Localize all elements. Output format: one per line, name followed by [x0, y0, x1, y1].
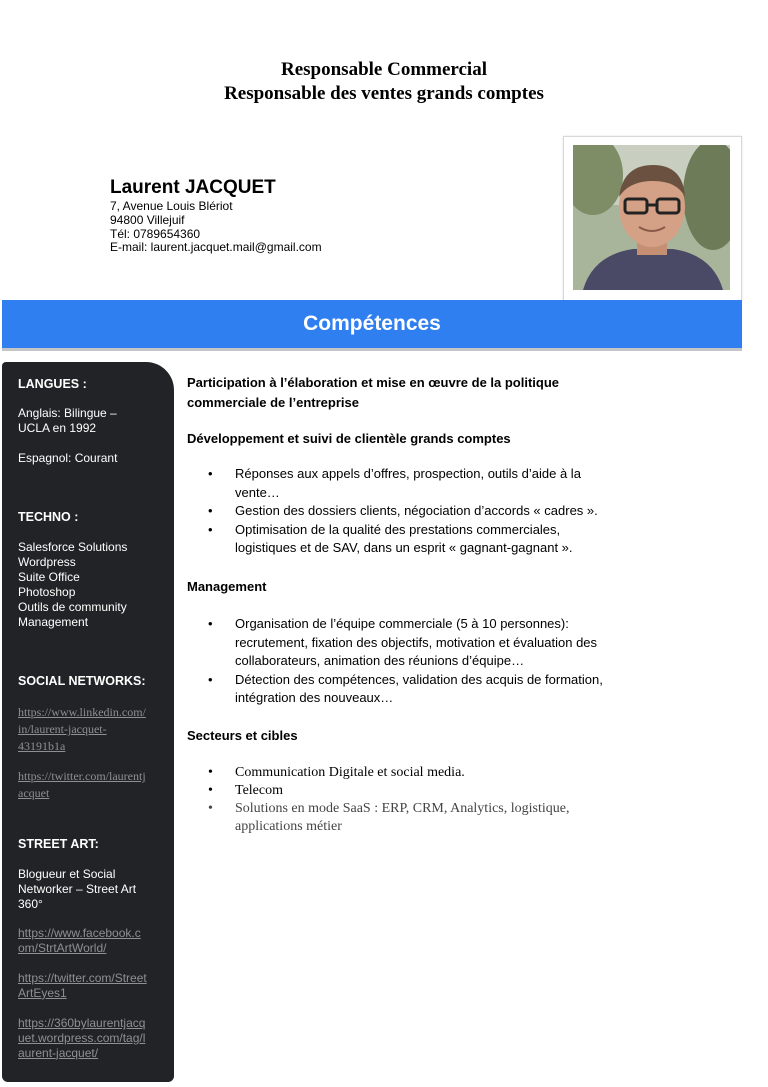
bullet-text: Telecom	[235, 783, 283, 798]
profile-photo-frame	[563, 136, 742, 302]
banner-title: Compétences	[303, 312, 441, 335]
list-item	[207, 671, 647, 708]
techno-item: Wordpress	[18, 555, 76, 569]
link-text: https://360bylaurentjacq	[18, 1016, 146, 1030]
bullet-text: collaborateurs, animation des réunions d’équipe…	[235, 653, 525, 668]
link-text: in/laurent-jacquet-	[18, 722, 107, 736]
bullet-icon: •	[208, 783, 213, 798]
heading-management: Management	[187, 579, 267, 594]
bullet-icon: •	[208, 466, 213, 481]
bullet-text: Solutions en mode SaaS : ERP, CRM, Analytics, logistique,	[235, 801, 570, 816]
bullet-icon: •	[208, 521, 213, 537]
street-art-desc: Blogueur et Social	[18, 867, 116, 881]
techno-heading: TECHNO :	[18, 510, 79, 524]
bullet-text: Détection des compétences, validation des acquis de formation,	[235, 671, 603, 687]
social-heading: SOCIAL NETWORKS:	[18, 674, 146, 688]
phone-line: Tél: 0789654360	[110, 226, 201, 241]
profile-photo	[573, 145, 730, 290]
list-item	[207, 800, 647, 836]
street-art-heading: STREET ART:	[18, 837, 99, 851]
link-text: 43191b1a	[18, 739, 66, 753]
bullet-text: Communication Digitale et social media.	[235, 765, 465, 780]
portrait-illustration	[573, 145, 730, 290]
facebook-link[interactable]	[18, 926, 168, 956]
list-item	[207, 764, 647, 782]
techno-item: Salesforce Solutions	[18, 540, 128, 554]
paragraph-politique-line2: commerciale de l’entreprise	[187, 395, 359, 410]
secteurs-bullet-list	[207, 764, 647, 836]
dev-bullet-list	[207, 465, 647, 558]
linkedin-link[interactable]	[18, 704, 168, 755]
techno-item: Suite Office	[18, 570, 80, 584]
email-line: E-mail: laurent.jacquet.mail@gmail.com	[110, 240, 322, 255]
bullet-icon: •	[208, 765, 213, 780]
contact-block	[110, 177, 322, 255]
sidebar	[2, 362, 174, 1082]
street-art-desc: 360°	[18, 897, 43, 911]
langues-heading: LANGUES :	[18, 377, 87, 391]
heading-secteurs: Secteurs et cibles	[187, 728, 298, 743]
bullet-icon: •	[208, 671, 213, 687]
techno-item: Outils de community	[18, 600, 127, 614]
link-text: uet.wordpress.com/tag/l	[18, 1030, 146, 1045]
link-text: https://www.linkedin.com/	[18, 705, 146, 719]
bullet-text: Gestion des dossiers clients, négociation d’accords « cadres ».	[235, 503, 598, 518]
address-line: 7, Avenue Louis Blériot	[110, 199, 233, 213]
twitter-streetart-link[interactable]	[18, 971, 168, 1001]
paragraph-politique-line1: Participation à l’élaboration et mise en œuvre de la politique	[187, 375, 560, 390]
link-text: https://twitter.com/laurentj	[18, 769, 146, 783]
bullet-text: logistiques et de SAV, dans un esprit « gagnant-gagnant ».	[235, 540, 573, 555]
link-text: om/StrtArtWorld/	[18, 940, 107, 955]
bullet-text: applications métier	[235, 819, 342, 834]
cv-title	[0, 58, 768, 106]
link-text: acquet	[18, 786, 50, 800]
bullet-text: recrutement, fixation des objectifs, motivation et évaluation des	[235, 634, 598, 650]
bullet-icon: •	[208, 503, 213, 518]
list-item	[207, 521, 647, 558]
bullet-icon: •	[208, 801, 213, 816]
bullet-text: intégration des nouveaux…	[235, 690, 394, 705]
bullet-text: Optimisation de la qualité des prestations commerciales,	[235, 521, 561, 537]
title-line-2: Responsable des ventes grands comptes	[224, 83, 544, 104]
link-text: aurent-jacquet/	[18, 1045, 99, 1060]
link-text: https://twitter.com/Street	[18, 971, 147, 985]
title-line-1: Responsable Commercial	[281, 59, 487, 80]
candidate-name: Laurent JACQUET	[110, 177, 276, 198]
langue-item: Espagnol: Courant	[18, 451, 118, 465]
list-item	[207, 782, 647, 800]
list-item	[207, 615, 647, 671]
bullet-text: Réponses aux appels d’offres, prospection, outils d’aide à la	[235, 466, 581, 481]
bullet-text: vente…	[235, 484, 280, 500]
link-text: ArtEyes1	[18, 985, 67, 1000]
techno-item: Management	[18, 615, 89, 629]
city-line: 94800 Villejuif	[110, 212, 185, 227]
bullet-icon: •	[208, 616, 213, 631]
twitter-link[interactable]	[18, 768, 168, 802]
heading-developpement: Développement et suivi de clientèle grands comptes	[187, 431, 511, 446]
competences-banner	[2, 300, 742, 351]
techno-item: Photoshop	[18, 585, 76, 599]
management-bullet-list	[207, 615, 647, 708]
langue-item: UCLA en 1992	[18, 421, 97, 435]
link-text: https://www.facebook.c	[18, 926, 141, 940]
blog-link[interactable]	[18, 1016, 168, 1060]
list-item	[207, 465, 647, 502]
street-art-desc: Networker – Street Art	[18, 882, 137, 896]
langue-item: Anglais: Bilingue –	[18, 406, 117, 420]
list-item	[207, 502, 647, 521]
bullet-text: Organisation de l’équipe commerciale (5 à 10 personnes):	[235, 616, 569, 631]
